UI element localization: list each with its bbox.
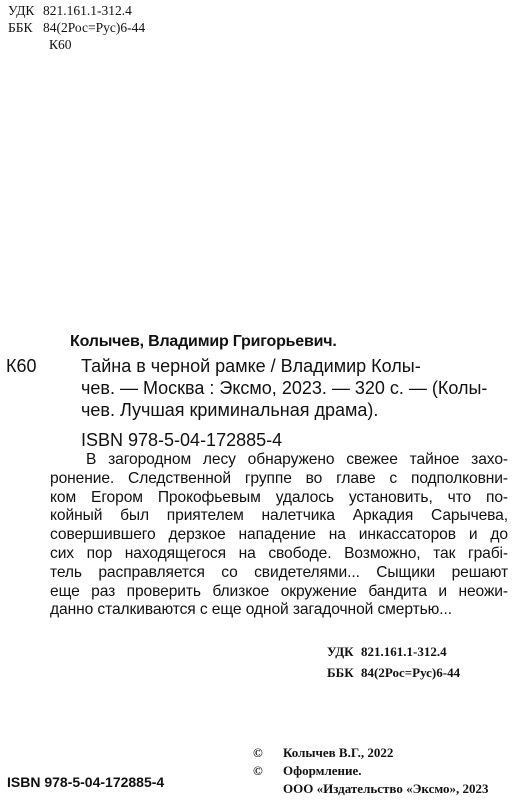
bibliographic-entry xyxy=(6,355,510,421)
bbk-row xyxy=(327,662,460,683)
isbn-entry: ISBN 978-5-04-172885-4 xyxy=(81,430,283,450)
udk-label: УДК xyxy=(8,3,35,18)
bbk-value: 84(2Рос=Рус)6-44 xyxy=(43,20,146,35)
copyright-block xyxy=(253,744,489,798)
author-heading: Колычев, Владимир Григорьевич. xyxy=(70,333,337,350)
annotation-line: койный был приятелем налетчика Аркадия Сарычева, xyxy=(50,507,508,525)
udk-label: УДК xyxy=(327,644,354,659)
copyright-sign: © xyxy=(253,763,263,778)
annotation-line: совершившего дерзкое нападение на инкассаторов и до xyxy=(50,526,508,544)
entry-line: Тайна в черной рамке / Владимир Колы- xyxy=(81,356,421,376)
bbk-label: ББК xyxy=(327,665,354,680)
bbk-row xyxy=(8,19,145,36)
copyright-line xyxy=(253,780,489,798)
annotation-line: ком Егором Прокофьевым удалось установить, что по- xyxy=(50,488,508,506)
entry-line: чев. — Москва : Эксмо, 2023. — 320 с. — (Колы- xyxy=(81,378,488,398)
annotation-line: сих пор находящегося на свободе. Возможно, так грабі- xyxy=(50,544,508,562)
classification-block-bottom xyxy=(327,641,460,683)
udk-row xyxy=(8,2,145,19)
copyright-line xyxy=(253,744,489,762)
bbk-label: ББК xyxy=(8,20,33,35)
annotation-line: ронение. Следственной группе во главе с подполковни- xyxy=(50,469,508,487)
copyright-text: Оформление. xyxy=(283,763,362,778)
entry-line: чев. Лучшая криминальная драма). xyxy=(81,400,379,420)
cutter-code-entry: К60 xyxy=(6,356,37,376)
annotation xyxy=(50,451,508,620)
copyright-sign: © xyxy=(253,745,263,760)
udk-value: 821.161.1-312.4 xyxy=(361,644,447,659)
copyright-text: Колычев В.Г., 2022 xyxy=(283,745,394,760)
copyright-sign xyxy=(253,780,283,798)
isbn-footer: ISBN 978-5-04-172885-4 xyxy=(7,774,165,790)
udk-row xyxy=(327,641,460,662)
copyright-line xyxy=(253,762,489,780)
udk-value: 821.161.1-312.4 xyxy=(43,3,132,18)
annotation-line: еще раз проверить близкое окружение бандита и неожи- xyxy=(50,582,508,600)
classification-block-top xyxy=(8,2,145,53)
annotation-line: В загородном лесу обнаружено свежее тайное захо- xyxy=(86,451,508,468)
annotation-line: тель расправляется со свидетелями... Сыщики решают xyxy=(50,563,508,581)
bbk-value: 84(2Рос=Рус)6-44 xyxy=(361,665,461,680)
copyright-text: ООО «Издательство «Эксмо», 2023 xyxy=(283,781,489,796)
cutter-code-top: К60 xyxy=(49,37,72,52)
annotation-line: данно сталкиваются с еще одной загадочной смертью... xyxy=(50,601,452,619)
